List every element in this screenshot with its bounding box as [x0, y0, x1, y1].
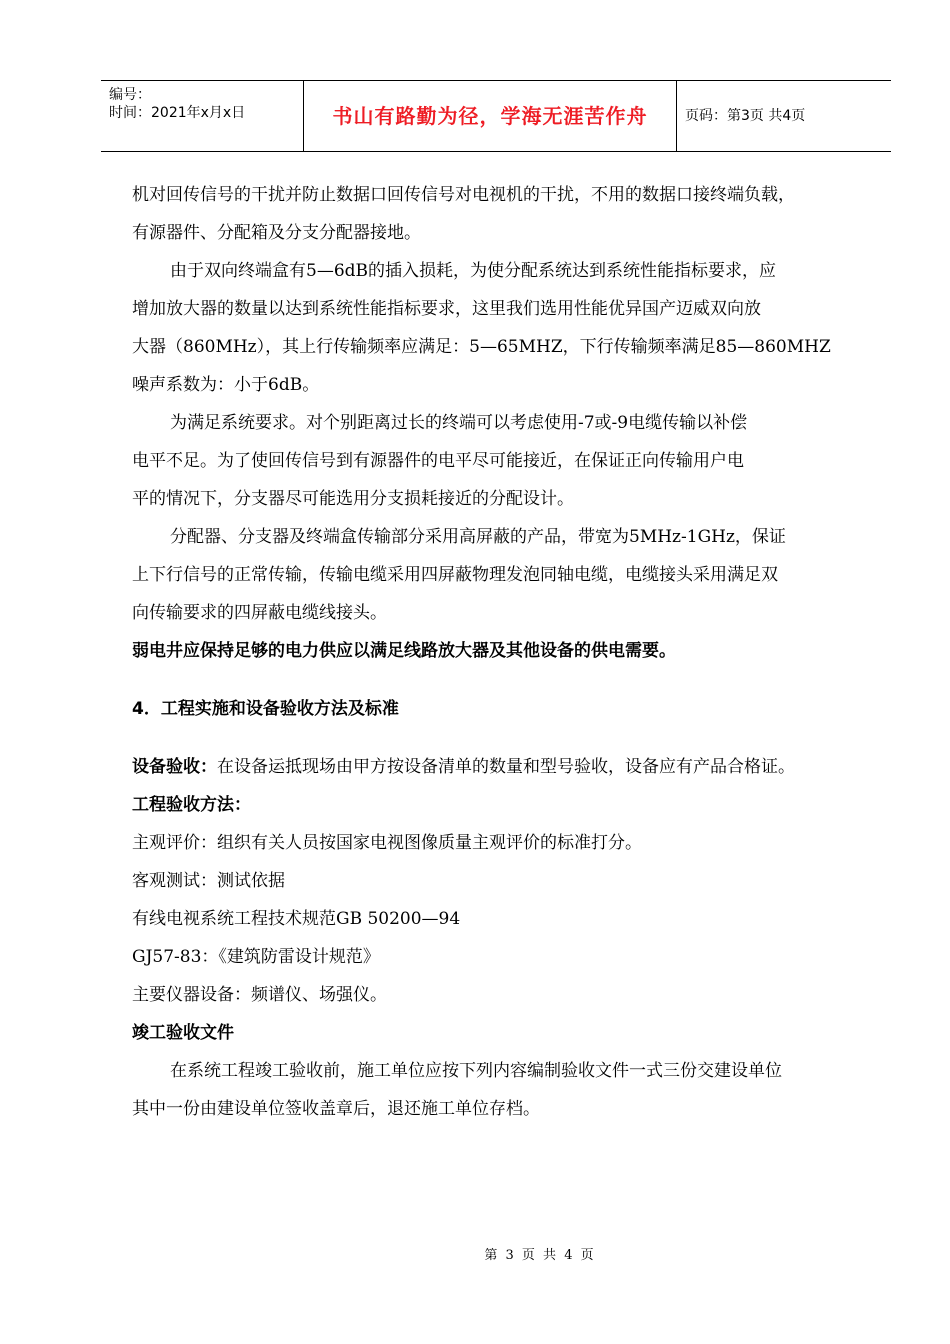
- paragraph-line: 其中一份由建设单位签收盖章后，退还施工单位存档。: [132, 1099, 540, 1119]
- header-meta: [101, 81, 303, 151]
- paragraph-line: 电平不足。为了使回传信号到有源器件的电平尽可能接近，在保证正向传输用户电: [132, 451, 744, 471]
- paragraph-line: 增加放大器的数量以达到系统性能指标要求，这里我们选用性能优异国产迈威双向放: [132, 299, 761, 319]
- paragraph-line: 为满足系统要求。对个别距离过长的终端可以考虑使用-7或-9电缆传输以补偿: [170, 413, 748, 433]
- paragraph-line: 由于双向终端盒有5—6dB的插入损耗，为使分配系统达到系统性能指标要求，应: [170, 261, 777, 281]
- paragraph-line: 在系统工程竣工验收前，施工单位应按下列内容编制验收文件一式三份交建设单位: [170, 1061, 782, 1081]
- header-page-info: 页码：第3页 共4页: [685, 108, 806, 124]
- acceptance-method-title: 工程验收方法：: [132, 795, 251, 815]
- subjective-evaluation: 主观评价：组织有关人员按国家电视图像质量主观评价的标准打分。: [132, 833, 642, 853]
- paragraph-line: 机对回传信号的干扰并防止数据口回传信号对电视机的干扰，不用的数据口接终端负载，: [132, 185, 795, 205]
- paragraph-line: 向传输要求的四屏蔽电缆线接头。: [132, 603, 387, 623]
- page-footer: 第 3 页 共 4 页: [484, 1248, 596, 1263]
- spacer: [132, 728, 872, 748]
- document-body: [132, 176, 872, 1128]
- standard-reference: 有线电视系统工程技术规范GB 50200—94: [132, 909, 461, 929]
- paragraph-line: 上下行信号的正常传输，传输电缆采用四屏蔽物理发泡同轴电缆，电缆接头采用满足双: [132, 565, 778, 585]
- completion-docs-title: 竣工验收文件: [132, 1023, 234, 1043]
- paragraph-line: 大器（860MHz），其上行传输频率应满足：5—65MHZ，下行传输频率满足85—860MHZ: [132, 337, 831, 357]
- page-header: [101, 80, 891, 152]
- paragraph-line: 有源器件、分配箱及分支分配器接地。: [132, 223, 421, 243]
- equipment-acceptance: [132, 748, 872, 786]
- section-4-title: 4．工程实施和设备验收方法及标准: [132, 699, 399, 719]
- main-instruments: 主要仪器设备：频谱仪、场强仪。: [132, 985, 387, 1005]
- standard-reference: GJ57-83：《建筑防雷设计规范》: [132, 947, 380, 967]
- paragraph-line: 噪声系数为：小于6dB。: [132, 375, 320, 395]
- document-date: 时间：2021年x月x日: [109, 105, 246, 121]
- paragraph-line: 分配器、分支器及终端盒传输部分采用高屏蔽的产品，带宽为5MHz-1GHz，保证: [170, 527, 786, 547]
- paragraph-line: 平的情况下，分支器尽可能选用分支损耗接近的分配设计。: [132, 489, 574, 509]
- power-supply-note: 弱电井应保持足够的电力供应以满足线路放大器及其他设备的供电需要。: [132, 641, 676, 661]
- equipment-acceptance-text: 在设备运抵现场由甲方按设备清单的数量和型号验收，设备应有产品合格证。: [217, 757, 795, 777]
- spacer: [132, 670, 872, 690]
- objective-test: 客观测试：测试依据: [132, 871, 285, 891]
- document-number: 编号：: [109, 87, 151, 103]
- equipment-acceptance-label: 设备验收：: [132, 757, 217, 777]
- header-motto: 书山有路勤为径，学海无涯苦作舟: [303, 81, 677, 151]
